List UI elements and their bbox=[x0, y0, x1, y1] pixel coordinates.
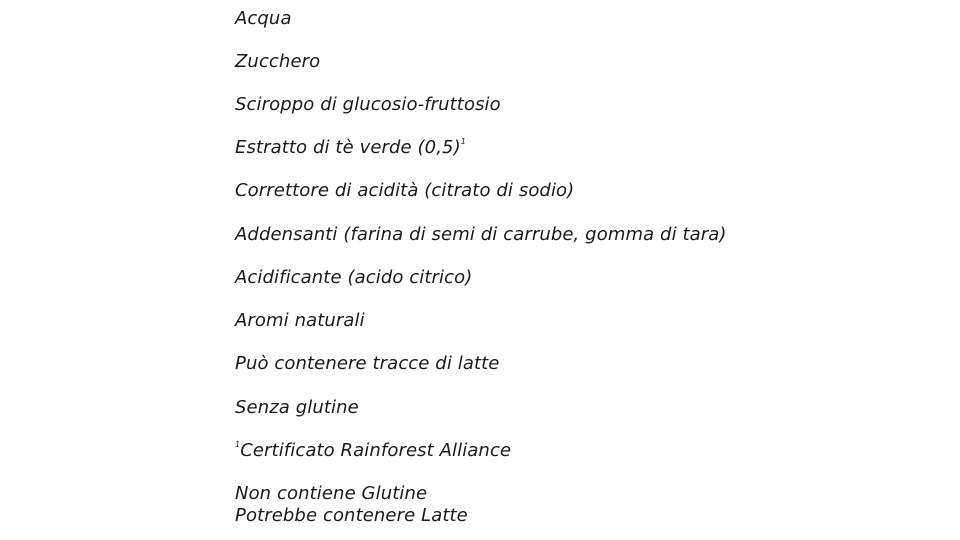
ingredient-item bbox=[235, 397, 359, 419]
ingredient-item bbox=[235, 137, 466, 159]
ingredient-item bbox=[235, 353, 499, 375]
ingredient-text: Zucchero bbox=[235, 51, 321, 72]
ingredient-text: Aromi naturali bbox=[235, 310, 365, 331]
ingredient-text: Sciroppo di glucosio-fruttosio bbox=[235, 94, 501, 115]
ingredient-item bbox=[235, 310, 365, 332]
ingredient-text: Acidificante (acido citrico) bbox=[235, 267, 473, 288]
ingredient-text: Addensanti (farina di semi di carrube, gomma di tara) bbox=[235, 224, 727, 245]
ingredient-item bbox=[235, 180, 574, 202]
ingredient-item bbox=[235, 267, 472, 289]
footnote-marker: 1 bbox=[235, 440, 241, 449]
allergen-note bbox=[235, 483, 468, 527]
allergen-note-line: Potrebbe contenere Latte bbox=[235, 505, 468, 526]
ingredient-item bbox=[235, 440, 511, 462]
ingredient-text: Acqua bbox=[235, 8, 292, 29]
ingredient-text: Estratto di tè verde (0,5) bbox=[235, 137, 461, 158]
footnote-marker: 1 bbox=[460, 137, 466, 146]
ingredient-item bbox=[235, 224, 727, 246]
ingredient-text: Correttore di acidità (citrato di sodio) bbox=[235, 180, 575, 201]
ingredient-item bbox=[235, 51, 320, 73]
ingredient-item bbox=[235, 94, 501, 116]
ingredient-item bbox=[235, 8, 292, 30]
ingredient-text: Certificato Rainforest Alliance bbox=[240, 440, 512, 461]
ingredient-text: Può contenere tracce di latte bbox=[235, 353, 500, 374]
allergen-note-line: Non contiene Glutine bbox=[235, 483, 428, 504]
ingredient-text: Senza glutine bbox=[235, 397, 359, 418]
